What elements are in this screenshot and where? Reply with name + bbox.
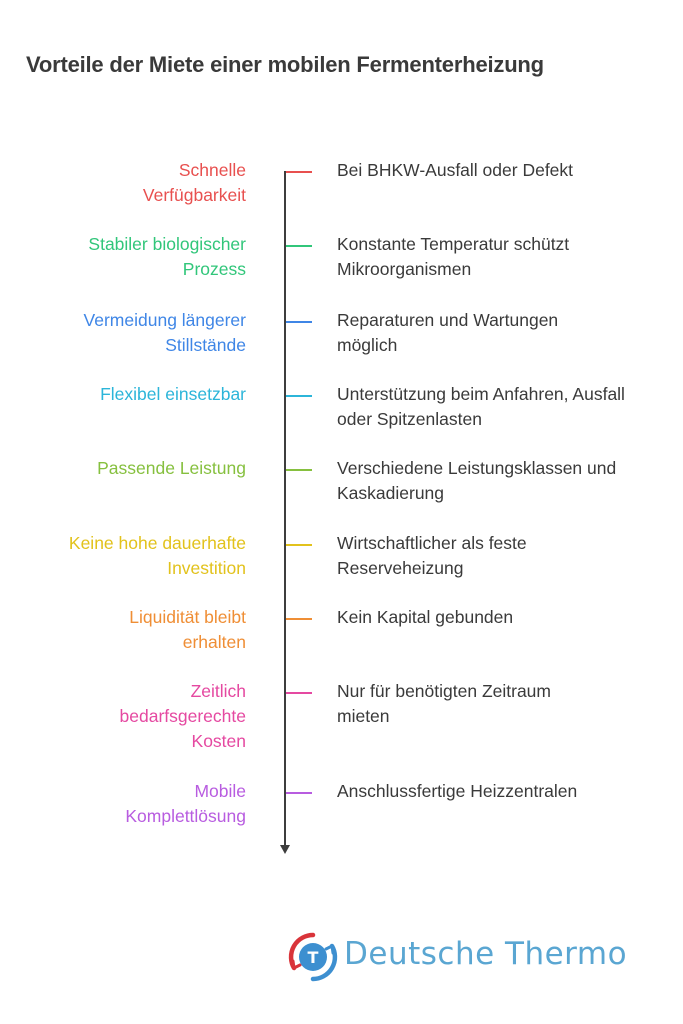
advantage-label: Stabiler biologischer Prozess	[88, 234, 246, 279]
advantage-label: Vermeidung längerer Stillstände	[83, 310, 246, 355]
advantage-description: Unterstützung beim Anfahren, Ausfall oder Spitzenlasten	[337, 384, 625, 429]
advantage-label: Keine hohe dauerhafte Investition	[68, 533, 246, 578]
advantage-description: Wirtschaftlicher als feste Reserveheizung	[337, 533, 527, 578]
advantage-label: Zeitlich bedarfsgerechte Kosten	[119, 681, 246, 751]
advantage-label: Schnelle Verfügbarkeit	[142, 160, 246, 205]
advantage-tick	[286, 618, 312, 620]
advantage-description: Bei BHKW-Ausfall oder Defekt	[337, 160, 574, 180]
brand-name: Deutsche Thermo	[344, 936, 628, 972]
thermo-logo-icon	[287, 931, 339, 983]
advantage-label: Flexibel einsetzbar	[100, 384, 246, 404]
advantage-tick	[286, 321, 312, 323]
advantage-tick	[286, 469, 312, 471]
advantage-description: Konstante Temperatur schützt Mikroorganismen	[337, 234, 570, 279]
advantage-tick	[286, 792, 312, 794]
page-title: Vorteile der Miete einer mobilen Fermenterheizung	[26, 52, 544, 77]
advantage-tick	[286, 245, 312, 247]
advantage-description: Verschiedene Leistungsklassen und Kaskadierung	[337, 458, 617, 503]
advantage-description: Reparaturen und Wartungen möglich	[337, 310, 559, 355]
advantage-description: Nur für benötigten Zeitraum mieten	[337, 681, 551, 726]
advantage-tick	[286, 692, 312, 694]
timeline-arrow-icon	[280, 845, 290, 854]
advantage-tick	[286, 395, 312, 397]
advantage-tick	[286, 171, 312, 173]
advantage-label: Mobile Komplettlösung	[125, 781, 246, 826]
advantage-label: Passende Leistung	[97, 458, 246, 478]
advantage-description: Anschlussfertige Heizzentralen	[337, 781, 578, 801]
advantage-label: Liquidität bleibt erhalten	[129, 607, 246, 652]
timeline-axis	[284, 171, 286, 847]
advantage-tick	[286, 544, 312, 546]
advantage-description: Kein Kapital gebunden	[337, 607, 514, 627]
svg-text:T: T	[307, 948, 319, 967]
